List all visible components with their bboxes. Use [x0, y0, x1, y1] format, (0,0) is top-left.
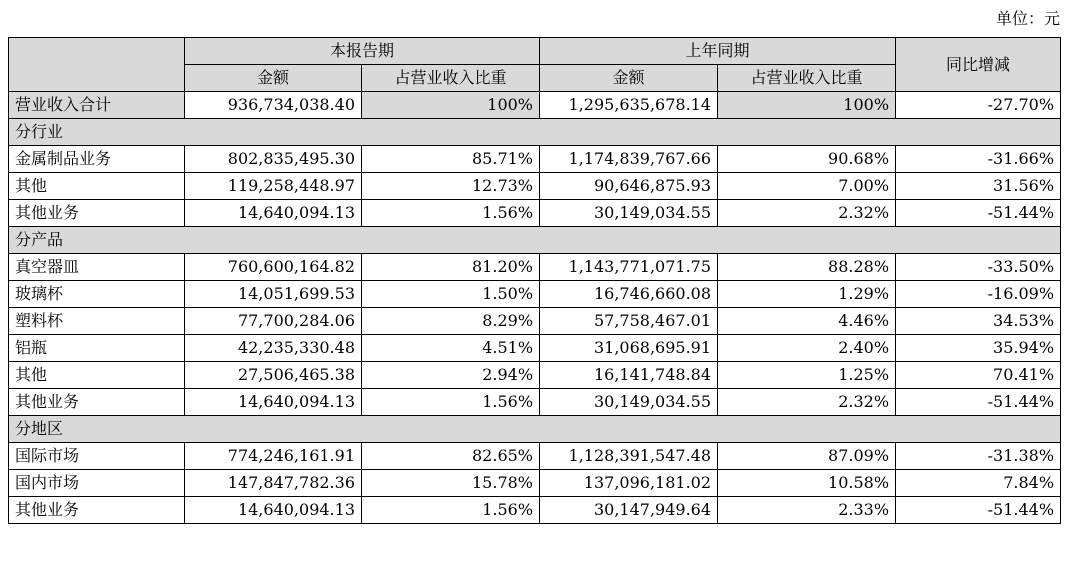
cur-amount-cell: 27,506,465.38 [185, 362, 362, 389]
cur-amount-cell: 147,847,782.36 [185, 470, 362, 497]
cur-amount-cell: 77,700,284.06 [185, 308, 362, 335]
section-title: 分地区 [9, 416, 1061, 443]
cur-share-cell: 85.71% [362, 146, 540, 173]
row-label: 塑料杯 [9, 308, 185, 335]
yoy-cell: -51.44% [896, 497, 1061, 524]
table-row [9, 470, 1061, 497]
row-label: 玻璃杯 [9, 281, 185, 308]
cur-share-cell: 82.65% [362, 443, 540, 470]
prev-share-cell: 87.09% [718, 443, 896, 470]
prev-share-cell: 1.25% [718, 362, 896, 389]
cur-share-cell: 1.56% [362, 389, 540, 416]
section-title: 分行业 [9, 119, 1061, 146]
header-prev-amount: 金额 [540, 65, 718, 92]
header-current-period: 本报告期 [185, 38, 540, 65]
cur-amount-cell: 14,640,094.13 [185, 200, 362, 227]
prev-amount-cell: 16,141,748.84 [540, 362, 718, 389]
cur-share-cell: 1.56% [362, 200, 540, 227]
yoy-cell: -51.44% [896, 389, 1061, 416]
table-row [9, 335, 1061, 362]
prev-share-cell: 10.58% [718, 470, 896, 497]
cur-amount-cell: 760,600,164.82 [185, 254, 362, 281]
prev-share-cell: 2.40% [718, 335, 896, 362]
prev-share-cell: 2.32% [718, 200, 896, 227]
table-row [9, 254, 1061, 281]
cur-amount-cell: 14,640,094.13 [185, 497, 362, 524]
total-row [9, 92, 1061, 119]
cur-amount-cell: 802,835,495.30 [185, 146, 362, 173]
row-label: 国际市场 [9, 443, 185, 470]
prev-amount-cell: 30,147,949.64 [540, 497, 718, 524]
header-row-1 [9, 38, 1061, 65]
row-label: 国内市场 [9, 470, 185, 497]
yoy-cell: -33.50% [896, 254, 1061, 281]
cur-amount-cell: 42,235,330.48 [185, 335, 362, 362]
table-row [9, 362, 1061, 389]
header-blank [9, 38, 185, 92]
prev-share-cell: 4.46% [718, 308, 896, 335]
cur-amount-cell: 14,051,699.53 [185, 281, 362, 308]
cur-share-cell: 8.29% [362, 308, 540, 335]
total-label: 营业收入合计 [9, 92, 185, 119]
table-row [9, 146, 1061, 173]
prev-amount-cell: 30,149,034.55 [540, 200, 718, 227]
section-header-row [9, 416, 1061, 443]
cur-share-cell: 4.51% [362, 335, 540, 362]
cur-amount-cell: 14,640,094.13 [185, 389, 362, 416]
row-label: 真空器皿 [9, 254, 185, 281]
prev-amount-cell: 1,143,771,071.75 [540, 254, 718, 281]
prev-amount-cell: 31,068,695.91 [540, 335, 718, 362]
cur-share-cell: 12.73% [362, 173, 540, 200]
yoy-cell: 34.53% [896, 308, 1061, 335]
yoy-cell: 7.84% [896, 470, 1061, 497]
row-label: 其他业务 [9, 497, 185, 524]
table-row [9, 281, 1061, 308]
section-header-row [9, 119, 1061, 146]
cur-amount-cell: 774,246,161.91 [185, 443, 362, 470]
table-row [9, 200, 1061, 227]
row-label: 铝瓶 [9, 335, 185, 362]
prev-share-cell: 7.00% [718, 173, 896, 200]
cur-share-cell: 2.94% [362, 362, 540, 389]
yoy-cell: -51.44% [896, 200, 1061, 227]
header-yoy: 同比增减 [896, 38, 1061, 92]
yoy-cell: -16.09% [896, 281, 1061, 308]
row-label: 其他 [9, 173, 185, 200]
total-cur-amount: 936,734,038.40 [185, 92, 362, 119]
table-row [9, 497, 1061, 524]
yoy-cell: -31.38% [896, 443, 1061, 470]
prev-share-cell: 90.68% [718, 146, 896, 173]
table-row [9, 308, 1061, 335]
prev-share-cell: 2.33% [718, 497, 896, 524]
yoy-cell: 31.56% [896, 173, 1061, 200]
row-label: 其他业务 [9, 389, 185, 416]
section-title: 分产品 [9, 227, 1061, 254]
prev-share-cell: 2.32% [718, 389, 896, 416]
total-yoy: -27.70% [896, 92, 1061, 119]
prev-amount-cell: 90,646,875.93 [540, 173, 718, 200]
unit-label: 单位：元 [995, 9, 1060, 28]
total-cur-share: 100% [362, 92, 540, 119]
table-row [9, 173, 1061, 200]
cur-share-cell: 1.56% [362, 497, 540, 524]
prev-amount-cell: 137,096,181.02 [540, 470, 718, 497]
table-row [9, 389, 1061, 416]
prev-amount-cell: 30,149,034.55 [540, 389, 718, 416]
cur-share-cell: 81.20% [362, 254, 540, 281]
table-row [9, 443, 1061, 470]
cur-share-cell: 15.78% [362, 470, 540, 497]
yoy-cell: 35.94% [896, 335, 1061, 362]
header-cur-amount: 金额 [185, 65, 362, 92]
prev-share-cell: 1.29% [718, 281, 896, 308]
header-prior-period: 上年同期 [540, 38, 896, 65]
yoy-cell: 70.41% [896, 362, 1061, 389]
section-header-row [9, 227, 1061, 254]
row-label: 金属制品业务 [9, 146, 185, 173]
revenue-breakdown-table [8, 37, 1061, 524]
prev-amount-cell: 16,746,660.08 [540, 281, 718, 308]
yoy-cell: -31.66% [896, 146, 1061, 173]
prev-amount-cell: 1,174,839,767.66 [540, 146, 718, 173]
row-label: 其他 [9, 362, 185, 389]
total-prev-share: 100% [718, 92, 896, 119]
prev-amount-cell: 57,758,467.01 [540, 308, 718, 335]
header-cur-share: 占营业收入比重 [362, 65, 540, 92]
cur-share-cell: 1.50% [362, 281, 540, 308]
header-prev-share: 占营业收入比重 [718, 65, 896, 92]
cur-amount-cell: 119,258,448.97 [185, 173, 362, 200]
total-prev-amount: 1,295,635,678.14 [540, 92, 718, 119]
row-label: 其他业务 [9, 200, 185, 227]
prev-share-cell: 88.28% [718, 254, 896, 281]
prev-amount-cell: 1,128,391,547.48 [540, 443, 718, 470]
